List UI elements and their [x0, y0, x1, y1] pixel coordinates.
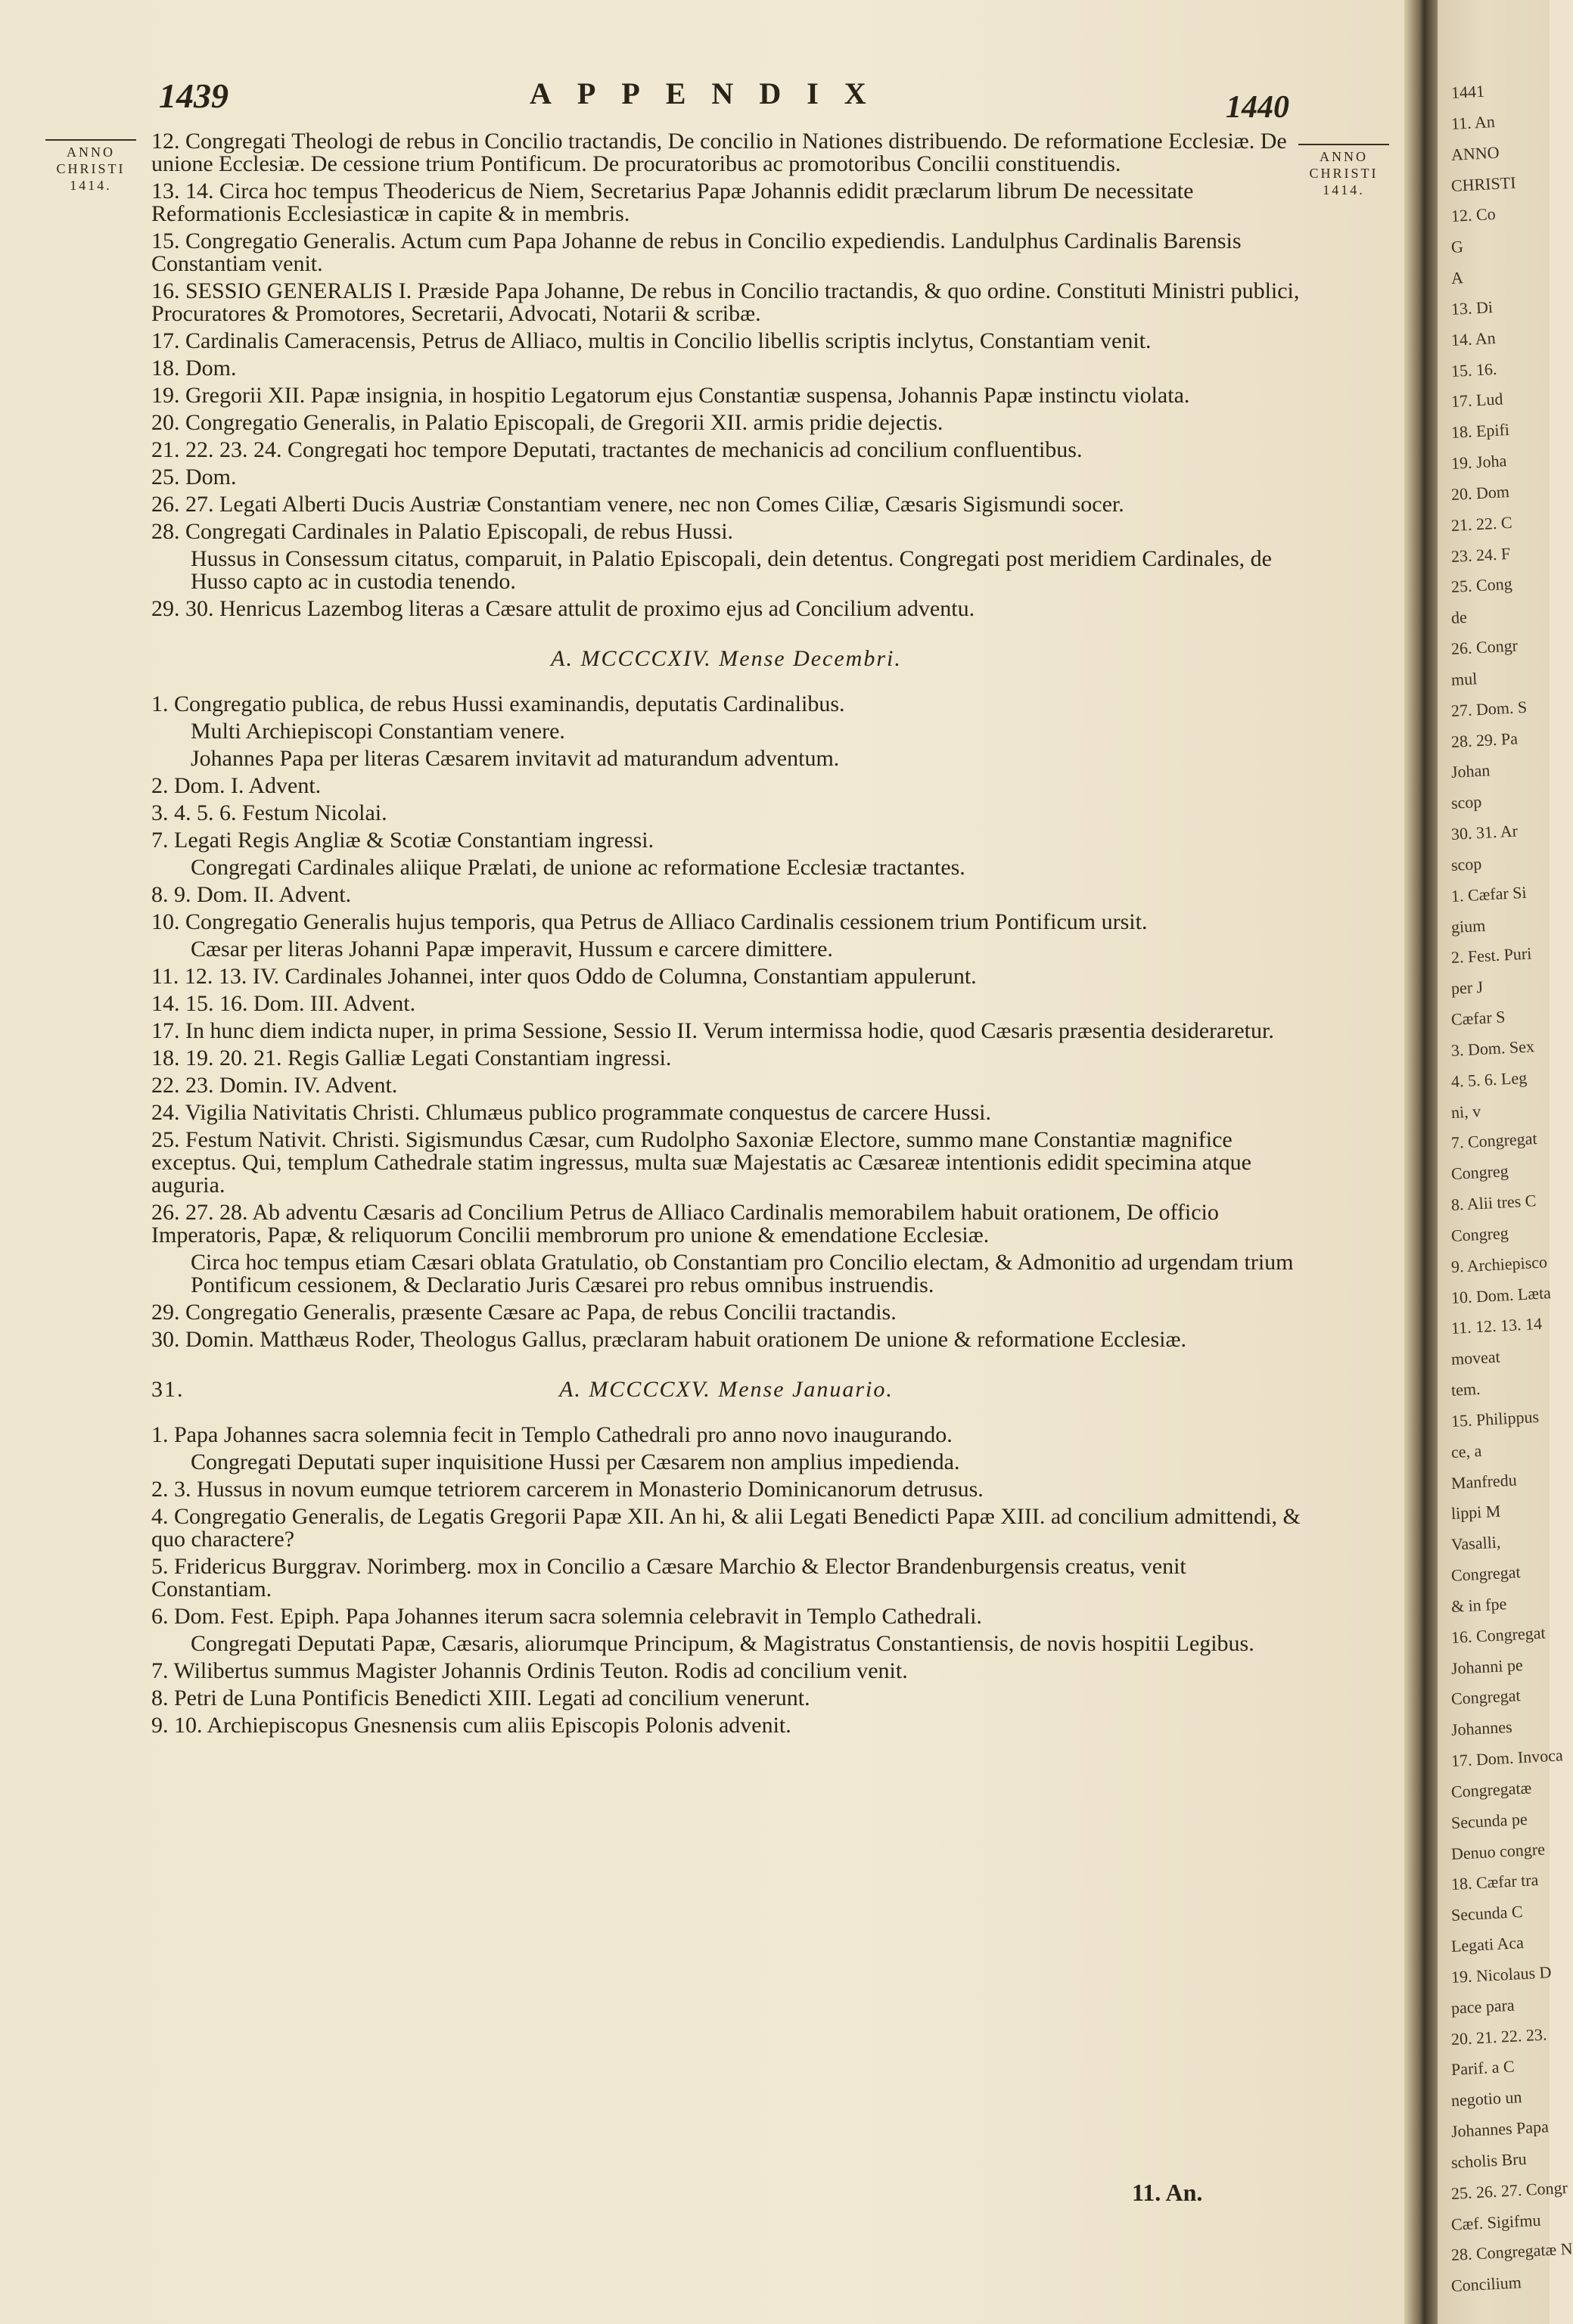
christi-label: CHRISTI: [56, 161, 126, 176]
entry-text: Dom. II. Advent.: [197, 882, 352, 907]
facing-page-fragment: 14. An: [1450, 328, 1497, 350]
entry-number: 25.: [151, 1127, 180, 1152]
facing-page-fragment: Johanni pe: [1450, 1654, 1524, 1678]
facing-page-fragment: ANNO: [1450, 142, 1500, 164]
entry-text: Circa hoc tempus etiam Cæsari oblata Gratulatio, ob Constantiam pro Concilio electam, & Admonitio ad urgendam trium Pontificum cessionem, & Declaratio Juris Cæsarei pro rebus omnibus instruendis.: [191, 1250, 1294, 1297]
entry-number: 18. 19. 20. 21.: [151, 1045, 282, 1070]
entry-text: Regis Galliæ Legati Constantiam ingressi.: [288, 1045, 672, 1070]
entry-text: Congregati Deputati super inquisitione Hussi per Cæsarem non amplius impedienda.: [191, 1449, 960, 1474]
facing-page-fragment: scholis Bru: [1450, 2148, 1528, 2172]
anno-label: ANNO: [67, 144, 115, 160]
entry-text: Hussus in Consessum citatus, comparuit, in Palatio Episcopali, dein detentus. Congregati post meridiem Cardinales, de Husso capto ac in custodia tenendo.: [191, 546, 1272, 594]
entry-number: 2. 3.: [151, 1477, 191, 1502]
entry-number: 28.: [151, 519, 180, 544]
facing-page-fragment: Denuo congre: [1450, 1839, 1546, 1863]
entry-text: Congregatio Generalis. Actum cum Papa Johanne de rebus in Concilio expediendis. Landulphus Cardinalis Barensis Constantiam venit.: [151, 228, 1242, 276]
chronicle-entry: [151, 1687, 1301, 1710]
facing-page-fragment: scop: [1450, 853, 1482, 875]
facing-page-fragment: per J: [1450, 977, 1484, 999]
chronicle-entry: [151, 1129, 1301, 1197]
entry-number: 7.: [151, 828, 169, 853]
chronicle-entry: [151, 439, 1301, 461]
facing-page-fragment: 1. Cæfar Si: [1450, 882, 1528, 906]
chronicle-entry: [151, 1301, 1301, 1324]
entry-number: 22. 23.: [151, 1073, 214, 1098]
entry-number: 5.: [151, 1554, 169, 1579]
entry-text: Festum Nativit. Christi. Sigismundus Cæsar, cum Rudolpho Saxoniæ Electore, summo mane Constantiæ magnifice exceptus. Qui, templum Cathedrale statim ingressus, multa suæ Majestatis ac Cæsareæ intentionis edidit specimina atque auguria.: [151, 1127, 1251, 1198]
chronicle-entry: [151, 1633, 1301, 1655]
facing-page-fragment: 8. Alii tres C: [1450, 1191, 1537, 1214]
margin-rule: [1298, 144, 1389, 145]
chronicle-entry: [151, 829, 1301, 852]
facing-page-fragment: 10. Dom. Læta: [1450, 1282, 1552, 1307]
facing-page-fragment: CHRISTI: [1450, 172, 1517, 195]
entry-number: 29.: [151, 1300, 180, 1325]
entry-number: 29. 30.: [151, 596, 214, 621]
entry-number: 8. 9.: [151, 882, 191, 907]
facing-page-fragment: moveat: [1450, 1347, 1501, 1369]
facing-page-edge: [1438, 0, 1573, 2324]
page-number-left: 1439: [159, 76, 228, 115]
christi-label: CHRISTI: [1309, 166, 1379, 181]
facing-page-fragment: Congregat: [1450, 1562, 1522, 1585]
facing-page-fragment: tem.: [1450, 1379, 1481, 1400]
facing-page-fragment: & in fpe: [1450, 1594, 1507, 1616]
entry-text: Dom. Fest. Epiph. Papa Johannes iterum sacra solemnia celebravit in Templo Cathedrali.: [174, 1604, 982, 1629]
facing-page-fragment: 15. 16.: [1450, 359, 1498, 381]
entry-number: 31.: [151, 1377, 185, 1402]
facing-page-fragment: 7. Congregat: [1450, 1129, 1538, 1153]
chronicle-entry: [151, 1451, 1301, 1474]
section-heading-january: [151, 1377, 1301, 1403]
entry-text: Henricus Lazembog literas a Cæsare attulit de proximo ejus ad Concilium adventu.: [219, 596, 975, 621]
facing-page-fragment: Legati Aca: [1450, 1932, 1525, 1956]
facing-page-fragment: negotio un: [1450, 2087, 1522, 2111]
facing-page-fragment: G: [1450, 237, 1464, 257]
facing-page-fragment: 1441: [1450, 81, 1485, 102]
entry-text: Cardinalis Cameracensis, Petrus de Alliaco, multis in Concilio libellis scriptis inclytus, Constantiam venit.: [185, 328, 1152, 353]
entry-text: Dom.: [185, 356, 237, 381]
entry-text: Legati Regis Angliæ & Scotiæ Constantiam ingressi.: [174, 828, 654, 853]
entry-number: 1.: [151, 1422, 169, 1447]
facing-page-fragment: Johannes: [1450, 1717, 1513, 1740]
entry-number: 19.: [151, 383, 180, 408]
facing-page-fragment: de: [1450, 607, 1468, 628]
chronicle-entry: [151, 993, 1301, 1015]
facing-page-fragment: 12. Co: [1450, 204, 1497, 226]
chronicle-entry: [151, 720, 1301, 743]
facing-page-fragment: 4. 5. 6. Leg: [1450, 1067, 1528, 1091]
entry-text: Vigilia Nativitatis Christi. Chlumæus publico programmate conquestus de carcere Hussi.: [185, 1100, 991, 1125]
entry-number: 10.: [151, 909, 180, 934]
chronicle-entry: [151, 357, 1301, 380]
catchword: 11. An.: [1132, 2179, 1203, 2206]
entries-december: [151, 693, 1301, 1351]
chronicle-entry: [151, 747, 1301, 770]
entry-number: 17.: [151, 328, 180, 353]
entry-number: 26. 27.: [151, 492, 214, 517]
chronicle-entry: [151, 1101, 1301, 1124]
chronicle-entry: [151, 520, 1301, 543]
entry-text: Ab adventu Cæsaris ad Concilium Petrus de Alliaco Cardinalis memorabilem habuit orationem, De officio Imperatoris, Papæ, & reliquorum Concilii membrorum pro unione & emendatione Ecclesiæ.: [151, 1200, 1219, 1247]
heading-text: A. MCCCCXV. Mense Januario.: [559, 1377, 894, 1402]
chronicle-entry: [151, 1605, 1301, 1628]
facing-page-fragment: A: [1450, 268, 1464, 287]
facing-page-fragment: 17. Lud: [1450, 389, 1503, 412]
facing-page-fragment: Congregat: [1450, 1686, 1522, 1709]
entry-number: 30.: [151, 1327, 180, 1352]
chronicle-entry: [151, 598, 1301, 620]
entry-text: Congregatio Generalis hujus temporis, qua Petrus de Alliaco Cardinalis cessionem trium Pontificum ursit.: [185, 909, 1148, 934]
facing-page-fragment: 18. Cæfar tra: [1450, 1870, 1539, 1894]
entry-text: Dom. I. Advent.: [174, 773, 322, 798]
facing-page-fragment: 20. Dom: [1450, 481, 1510, 504]
chronicle-entry: [151, 911, 1301, 934]
facing-page-fragment: 11. 12. 13. 14: [1450, 1314, 1543, 1338]
entry-number: 13. 14.: [151, 179, 214, 204]
chronicle-entry: [151, 548, 1301, 593]
entry-number: 9. 10.: [151, 1713, 203, 1738]
chronicle-entry: [151, 330, 1301, 353]
entry-text: Congregati Deputati Papæ, Cæsaris, aliorumque Principum, & Magistratus Constantiensis, de novis hospitii Legibus.: [191, 1631, 1254, 1656]
chronicle-entry: [151, 802, 1301, 825]
chronicle-entry: [151, 1660, 1301, 1682]
facing-page-fragment: Parif. a C: [1450, 2056, 1515, 2080]
entries-january: [151, 1424, 1301, 1737]
entry-number: 21. 22. 23. 24.: [151, 437, 282, 462]
entry-number: 11. 12. 13.: [151, 964, 247, 989]
chronicle-entry: [151, 1328, 1301, 1351]
entry-number: 24.: [151, 1100, 180, 1125]
facing-page-fragment: 17. Dom. Invoca: [1450, 1745, 1564, 1770]
entry-text: Papa Johannes sacra solemnia fecit in Templo Cathedrali pro anno novo inaugurando.: [174, 1422, 953, 1447]
chronicle-entry: [151, 1251, 1301, 1297]
facing-page-fragment: 19. Joha: [1450, 451, 1507, 473]
facing-page-fragment: 25. Cong: [1450, 574, 1513, 597]
entry-number: 2.: [151, 773, 169, 798]
entry-text: Johannes Papa per literas Cæsarem invitavit ad maturandum adventum.: [191, 746, 840, 771]
facing-page-fragment: Congreg: [1450, 1161, 1509, 1184]
entry-text: SESSIO GENERALIS I. Præside Papa Johanne, De rebus in Concilio tractandis, & quo ordine. Constituti Ministri publici, Procuratores & Promotores, Secretarii, Advocati, Notarii & scribæ.: [151, 278, 1300, 326]
entry-text: Congregati Cardinales in Palatio Episcopali, de rebus Hussi.: [185, 519, 734, 544]
entry-number: 20.: [151, 410, 180, 435]
chronicle-entry: [151, 1555, 1301, 1601]
chronicle-entry: [151, 1020, 1301, 1042]
section-heading-december: A. MCCCCXIV. Mense Decembri.: [551, 646, 902, 671]
facing-page-fragment: scop: [1450, 792, 1482, 813]
facing-page-fragment: 15. Philippus: [1450, 1406, 1540, 1431]
page-number-right: 1440: [1226, 90, 1289, 125]
chronicle-entry: [151, 856, 1301, 879]
facing-page-fragment: Concilium: [1450, 2273, 1522, 2296]
chronicle-entry: [151, 965, 1301, 988]
facing-page-fragment: 9. Archiepisco: [1450, 1252, 1548, 1276]
year-label: 1414.: [1323, 182, 1365, 197]
entry-text: In hunc diem indicta nuper, in prima Sessione, Sessio II. Verum intermissa hodie, quod Cæsaris præsentia desideraretur.: [185, 1018, 1274, 1043]
facing-page-fragment: 19. Nicolaus D: [1450, 1962, 1553, 1987]
chronicle-entry: [151, 1714, 1301, 1737]
facing-page-fragment: 21. 22. C: [1450, 512, 1513, 535]
entry-text: Congregatio Generalis, in Palatio Episcopali, de Gregorii XII. armis pridie dejectis.: [185, 410, 943, 435]
chronicle-entry: [151, 412, 1301, 434]
facing-page-fragment: Manfredu: [1450, 1469, 1518, 1493]
entry-text: Domin. IV. Advent.: [219, 1073, 398, 1098]
facing-page-fragment: 26. Congr: [1450, 635, 1519, 658]
facing-page-fragment: 16. Congregat: [1450, 1623, 1547, 1647]
facing-page-fragment: Cæf. Sigifmu: [1450, 2210, 1542, 2234]
chronicle-body: [151, 130, 1301, 1741]
entry-text: Circa hoc tempus Theodericus de Niem, Secretarius Papæ Johannis edidit præclarum librum De necessitate Reformationis Ecclesiasticæ in capite & in membris.: [151, 179, 1194, 226]
facing-page-fragment: 20. 21. 22. 23.: [1450, 2024, 1547, 2049]
running-title: APPENDIX: [530, 76, 892, 110]
chronicle-entry: [151, 693, 1301, 716]
entries-november: [151, 130, 1301, 620]
chronicle-entry: [151, 466, 1301, 489]
chronicle-entry: [151, 280, 1301, 325]
facing-page-fragment: mul: [1450, 669, 1478, 689]
margin-note-anno-left: [45, 139, 136, 194]
entry-text: Congregati hoc tempore Deputati, tractantes de mechanicis ad concilium confluentibus.: [288, 437, 1083, 462]
entry-text: Gregorii XII. Papæ insignia, in hospitio Legatorum ejus Constantiæ suspensa, Johannis Papæ instinctu violata.: [185, 383, 1190, 408]
entry-number: 16.: [151, 278, 180, 303]
entry-text: Congregati Theologi de rebus in Concilio tractandis, De concilio in Nationes distribuendo. De reformatione Ecclesiæ. De unione Ecclesiæ. De cessione trium Pontificum. De procuratoribus ac promotoribus Concilii constituendis.: [151, 129, 1287, 176]
facing-page-fragment: 13. Di: [1450, 297, 1494, 318]
chronicle-entry: [151, 938, 1301, 961]
chronicle-entry: [151, 775, 1301, 797]
facing-page-fragment: Cæfar S: [1450, 1007, 1506, 1029]
entry-text: Petri de Luna Pontificis Benedicti XIII. Legati ad concilium venerunt.: [174, 1686, 810, 1710]
facing-page-fragment: 27. Dom. S: [1450, 697, 1528, 720]
facing-page-fragment: Johan: [1450, 760, 1491, 782]
chronicle-entry: [151, 130, 1301, 176]
chronicle-entry: [151, 1201, 1301, 1247]
facing-page-fragment: 28. Congregatæ N: [1450, 2239, 1573, 2265]
facing-page-fragment: lippi M: [1450, 1501, 1501, 1524]
entry-number: 1.: [151, 691, 169, 716]
entry-text: IV. Cardinales Johannei, inter quos Oddo de Columna, Constantiam appulerunt.: [252, 964, 977, 989]
facing-page-fragment: 23. 24. F: [1450, 543, 1511, 566]
entry-number: 8.: [151, 1686, 169, 1710]
entry-number: 4.: [151, 1504, 169, 1529]
facing-page-fragment: Vasalli,: [1450, 1532, 1501, 1555]
facing-page-fragment: Congreg: [1450, 1223, 1509, 1245]
margin-note-anno-right: [1298, 144, 1389, 198]
entry-number: 6.: [151, 1604, 169, 1629]
chronicle-entry: [151, 180, 1301, 225]
entry-number: 7.: [151, 1658, 169, 1683]
facing-page-fragment: Secunda C: [1450, 1902, 1524, 1925]
chronicle-entry: [151, 384, 1301, 407]
entry-text: Multi Archiepiscopi Constantiam venere.: [191, 719, 565, 744]
entry-number: 15.: [151, 228, 180, 253]
facing-page-fragment: 11. An: [1450, 111, 1496, 133]
chronicle-entry: [151, 1074, 1301, 1097]
facing-page-fragment: 18. Epifi: [1450, 420, 1510, 443]
entry-number: 12.: [151, 129, 180, 154]
entry-number: 14. 15. 16.: [151, 991, 248, 1016]
chronicle-entry: [151, 1424, 1301, 1446]
chronicle-entry: [151, 884, 1301, 906]
entry-text: Cæsar per literas Johanni Papæ imperavit, Hussum e carcere dimittere.: [191, 937, 833, 962]
entry-text: Congregati Cardinales aliique Prælati, de unione ac reformatione Ecclesiæ tractantes.: [191, 855, 965, 880]
facing-page-fragment: Johannes Papa: [1450, 2117, 1550, 2141]
entry-number: 3. 4. 5. 6.: [151, 800, 237, 825]
entry-number: 26. 27. 28.: [151, 1200, 248, 1225]
facing-page-fragment: Congregatæ: [1450, 1778, 1532, 1801]
facing-page-fragment: 3. Dom. Sex: [1450, 1036, 1535, 1060]
facing-page-fragment: gium: [1450, 915, 1486, 937]
facing-page-fragment: ce, a: [1450, 1440, 1482, 1462]
chronicle-entry: [151, 1047, 1301, 1070]
facing-page-fragment: 25. 26. 27. Congr: [1450, 2177, 1568, 2203]
entry-text: Wilibertus summus Magister Johannis Ordinis Teuton. Rodis ad concilium venit.: [173, 1658, 908, 1683]
entry-text: Congregatio publica, de rebus Hussi examinandis, deputatis Cardinalibus.: [174, 691, 845, 716]
facing-page-fragment: 30. 31. Ar: [1450, 821, 1519, 844]
year-label: 1414.: [70, 178, 112, 193]
entry-text: Domin. Matthæus Roder, Theologus Gallus, præclaram habuit orationem De unione & reformatione Ecclesiæ.: [185, 1327, 1186, 1352]
anno-label: ANNO: [1320, 149, 1368, 164]
entry-text: Archiepiscopus Gnesnensis cum aliis Episcopis Polonis advenit.: [207, 1713, 791, 1738]
entry-text: Dom.: [185, 464, 237, 489]
entry-text: Fridericus Burggrav. Norimberg. mox in Concilio a Cæsare Marchio & Elector Brandenburgensis creatus, venit Constantiam.: [151, 1554, 1186, 1602]
book-gutter: [1404, 0, 1438, 2324]
facing-page-fragment: Secunda pe: [1450, 1809, 1528, 1832]
chronicle-entry: [151, 493, 1301, 516]
chronicle-entry: [151, 1505, 1301, 1551]
facing-page-fragment: pace para: [1450, 1995, 1515, 2018]
entry-text: Congregatio Generalis, de Legatis Gregorii Papæ XII. An hi, & alii Legati Benedicti Papæ XIII. ad concilium admittendi, & quo charactere?: [151, 1504, 1301, 1552]
chronicle-entry: [151, 1478, 1301, 1501]
entry-text: Legati Alberti Ducis Austriæ Constantiam venere, nec non Comes Ciliæ, Cæsaris Sigismundi socer.: [219, 492, 1124, 517]
entry-text: Dom. III. Advent.: [253, 991, 416, 1016]
entry-number: 25.: [151, 464, 180, 489]
chronicle-entry: [151, 230, 1301, 275]
entry-text: Festum Nicolai.: [242, 800, 387, 825]
facing-page-fragment: 2. Fest. Puri: [1450, 943, 1532, 968]
entry-number: 17.: [151, 1018, 180, 1043]
entry-number: 18.: [151, 356, 180, 381]
entry-text: Hussus in novum eumque tetriorem carcerem in Monasterio Dominicanorum detrusus.: [197, 1477, 984, 1502]
facing-page-fragment: 28. 29. Pa: [1450, 728, 1519, 751]
entry-text: Congregatio Generalis, præsente Cæsare ac Papa, de rebus Concilii tractandis.: [185, 1300, 897, 1325]
margin-rule: [45, 139, 136, 141]
facing-page-fragment: ni, v: [1450, 1101, 1481, 1122]
